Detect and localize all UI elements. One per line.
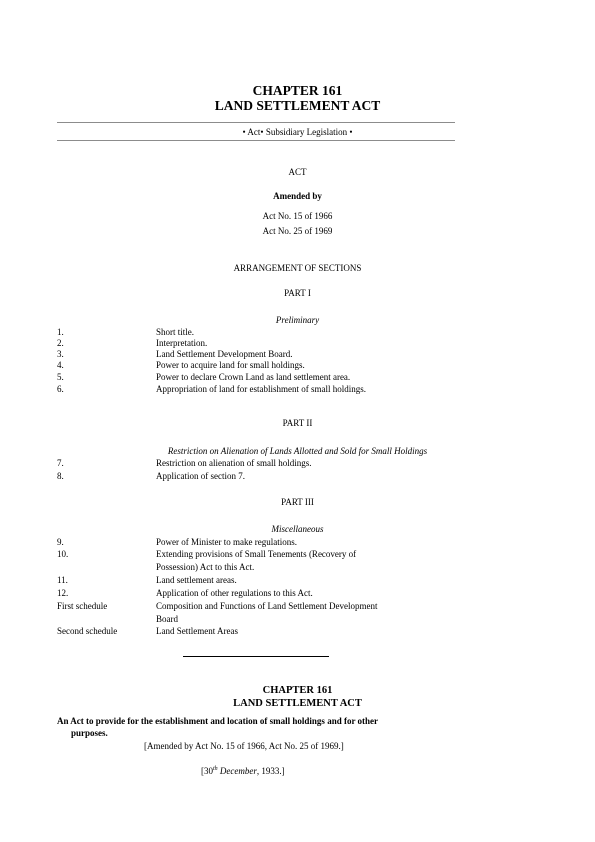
amended-by-label: Amended by (273, 191, 322, 201)
schedule-title-continued: Board (156, 614, 178, 624)
section-divider (183, 656, 329, 657)
part-subtitle: Restriction on Alienation of Lands Allotted and Sold for Small Holdings (167, 446, 428, 456)
section-number: 10. (57, 549, 69, 559)
section-number: 1. (57, 327, 64, 337)
subsidiary-legislation-link[interactable]: Subsidiary Legislation (265, 127, 348, 137)
section-title: Power to declare Crown Land as land settlement area. (156, 372, 351, 382)
section-number: 3. (57, 349, 64, 359)
section-title: Power to acquire land for small holdings. (156, 360, 305, 370)
chapter-title: CHAPTER 161 (252, 83, 343, 98)
part-heading: PART III (281, 497, 314, 507)
section-title: Extending provisions of Small Tenements (Recovery of (156, 549, 357, 559)
bottom-rule (57, 140, 455, 141)
part-heading: PART II (282, 418, 313, 428)
section-title: Land settlement areas. (156, 575, 237, 585)
commencement-date: [30th December, 1933.] (201, 766, 285, 776)
part-heading: PART I (284, 288, 311, 298)
amendment-note: [Amended by Act No. 15 of 1966, Act No. 25 of 1969.] (144, 741, 344, 751)
amendment-item: Act No. 25 of 1969 (262, 226, 333, 236)
section-title: Application of section 7. (156, 471, 245, 481)
schedule-title: Composition and Functions of Land Settlement Development (156, 601, 378, 611)
act-link[interactable]: Act (247, 127, 261, 137)
long-title-line: purposes. (71, 728, 108, 738)
section-number: 5. (57, 372, 64, 382)
long-title-line: An Act to provide for the establishment and location of small holdings and for other (57, 716, 379, 726)
section-number: 2. (57, 338, 64, 348)
nav-links (0, 127, 595, 137)
section-title: Interpretation. (156, 338, 208, 348)
section-number: 12. (57, 588, 69, 598)
body-chapter-title: CHAPTER 161 (262, 685, 333, 696)
section-number: 8. (57, 471, 64, 481)
part-subtitle: Miscellaneous (271, 524, 324, 534)
schedule-title: Land Settlement Areas (156, 626, 238, 636)
part-subtitle: Preliminary (275, 315, 320, 325)
section-title: Power of Minister to make regulations. (156, 537, 297, 547)
section-number: 7. (57, 458, 64, 468)
arrangement-heading: ARRANGEMENT OF SECTIONS (233, 263, 362, 273)
section-title: Application of other regulations to this Act. (156, 588, 313, 598)
body-act-title: LAND SETTLEMENT ACT (233, 698, 362, 709)
section-title-continued: Possession) Act to this Act. (156, 562, 255, 572)
bullet: • (260, 127, 264, 137)
bullet: • (242, 127, 246, 137)
top-rule (57, 122, 455, 123)
bullet: • (349, 127, 353, 137)
section-title: Land Settlement Development Board. (156, 349, 293, 359)
act-label: ACT (288, 167, 307, 177)
section-title: Short title. (156, 327, 194, 337)
schedule-label: Second schedule (57, 626, 118, 636)
section-number: 11. (57, 575, 68, 585)
section-number: 4. (57, 360, 64, 370)
section-number: 6. (57, 384, 64, 394)
amendment-item: Act No. 15 of 1966 (262, 211, 333, 221)
act-title: LAND SETTLEMENT ACT (214, 98, 381, 113)
long-title (57, 715, 477, 739)
section-title: Restriction on alienation of small holdings. (156, 458, 312, 468)
schedule-label: First schedule (57, 601, 108, 611)
section-number: 9. (57, 537, 64, 547)
section-title: Appropriation of land for establishment of small holdings. (156, 384, 366, 394)
